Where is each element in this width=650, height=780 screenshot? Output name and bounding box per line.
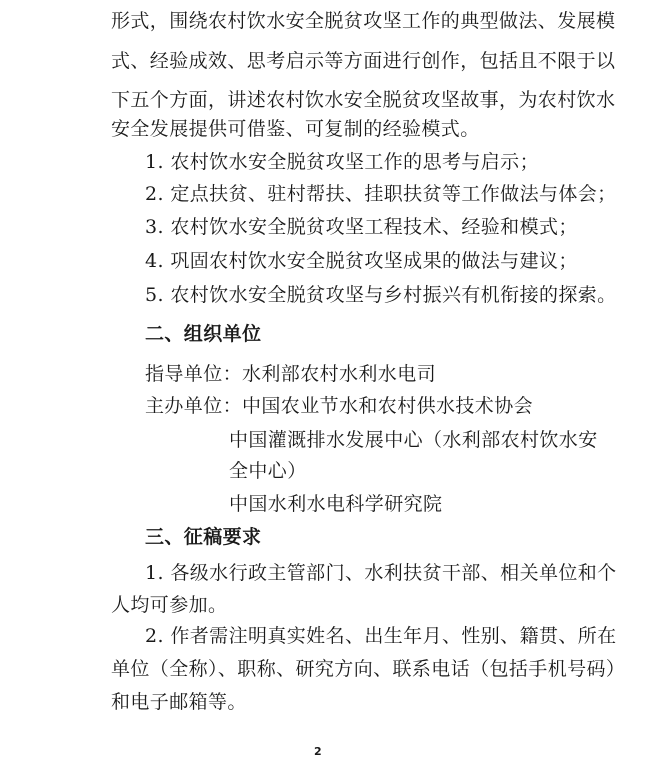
guide-unit-line: 指导单位：水利部农村水利水电司	[145, 363, 437, 385]
intro-line: 式、经验成效、思考启示等方面进行创作，包括且不限于以	[111, 50, 616, 72]
requirement-line: 1. 各级水行政主管部门、水利扶贫干部、相关单位和个	[145, 562, 617, 584]
host-unit-line: 主办单位：中国农业节水和农村供水技术协会	[145, 395, 534, 417]
host-unit-continuation: 中国灌溉排水发展中心（水利部农村饮水安	[229, 429, 598, 451]
requirement-line: 2. 作者需注明真实姓名、出生年月、性别、籍贯、所在	[145, 625, 617, 647]
intro-line: 下五个方面，讲述农村饮水安全脱贫攻坚故事，为农村饮水	[111, 89, 616, 111]
host-unit-continuation: 全中心）	[229, 460, 307, 482]
section-heading-requirements: 三、征稿要求	[145, 526, 262, 548]
requirement-line: 单位（全称）、职称、研究方向、联系电话（包括手机号码）	[111, 658, 626, 680]
page-number: 2	[314, 745, 322, 758]
intro-line: 形式，围绕农村饮水安全脱贫攻坚工作的典型做法、发展模	[111, 10, 616, 32]
topic-item: 4. 巩固农村饮水安全脱贫攻坚成果的做法与建议；	[145, 250, 578, 272]
topic-item: 5. 农村饮水安全脱贫攻坚与乡村振兴有机衔接的探索。	[145, 284, 617, 306]
requirement-line: 和电子邮箱等。	[111, 691, 247, 713]
host-unit-continuation: 中国水利水电科学研究院	[229, 493, 443, 515]
requirement-line: 人均可参加。	[111, 594, 228, 616]
section-heading-organizers: 二、组织单位	[145, 323, 262, 345]
topic-item: 3. 农村饮水安全脱贫攻坚工程技术、经验和模式；	[145, 216, 578, 238]
topic-item: 1. 农村饮水安全脱贫攻坚工作的思考与启示；	[145, 151, 539, 173]
topic-item: 2. 定点扶贫、驻村帮扶、挂职扶贫等工作做法与体会；	[145, 183, 617, 205]
intro-line: 安全发展提供可借鉴、可复制的经验模式。	[111, 118, 480, 140]
